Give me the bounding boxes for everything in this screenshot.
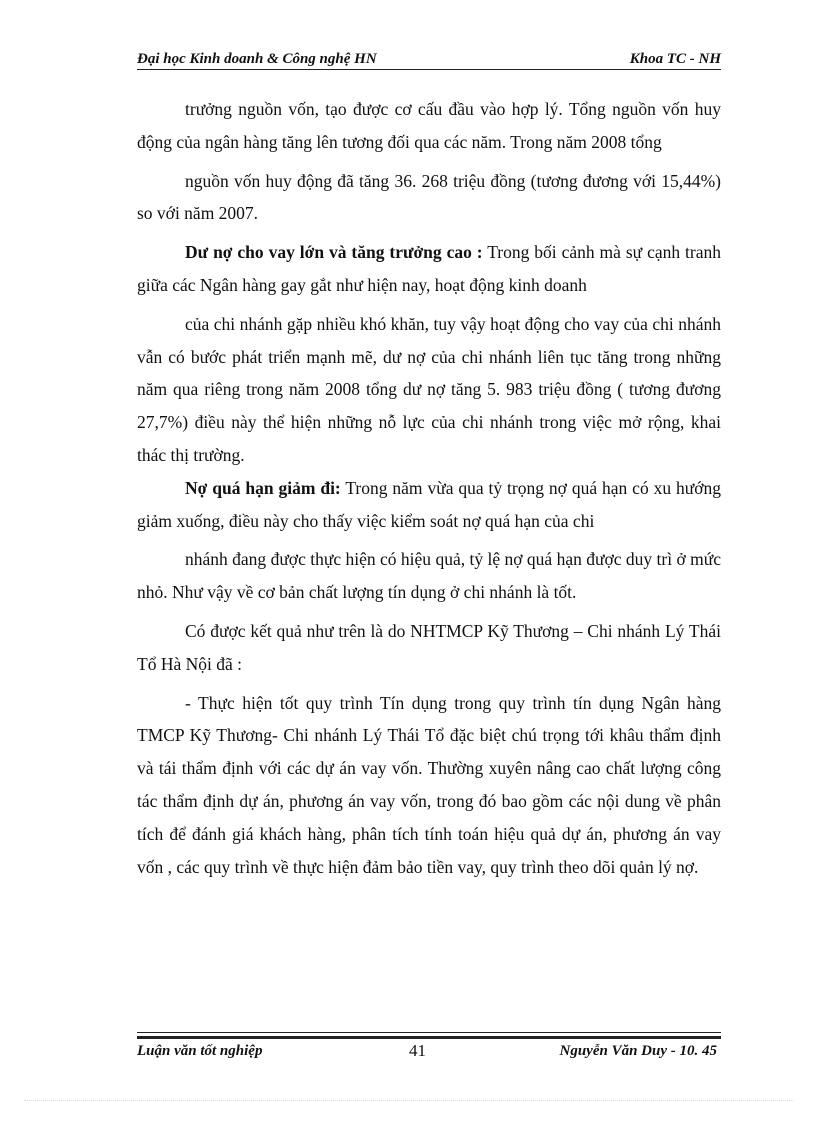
document-body [137,93,721,883]
page-footer [137,1040,721,1062]
paragraph-results-intro: Có được kết quả như trên là do NHTMCP Kỹ Thương – Chi nhánh Lý Thái Tổ Hà Nội đã : [137,620,721,674]
paragraph-loan-growth-text: Trong bối cảnh mà sự cạnh tranh giữa các Ngân hàng gay gắt như hiện nay, hoạt động kinh doanh [137,242,721,295]
paragraph-credit-process: - Thực hiện tốt quy trình Tín dụng trong quy trình tín dụng Ngân hàng TMCP Kỹ Thương- Chi nhánh Lý Thái Tổ đặc biệt chú trọng tới khâu thẩm định và tái thẩm định với các dự án vay vốn. Thường xuyên nâng cao chất lượng công tác thẩm định dự án, phương án vay vốn, trong đó bao gồm các nội dung về phân tích để đánh giá khách hàng, phân tích tính toán hiệu quả dự án, phương án vay vốn , các quy trình về thực hiện đảm bảo tiền vay, quy trình theo dõi quản lý nợ. [137,692,721,877]
header-faculty-name: Khoa TC - NH [629,51,721,67]
header-divider [137,69,721,70]
paragraph-branch-lending: của chi nhánh gặp nhiều khó khăn, tuy vậy hoạt động cho vay của chi nhánh vẫn có bước phát triển mạnh mẽ, dư nợ của chi nhánh liên tục tăng trong những năm qua riêng trong năm 2008 tổng dư nợ tăng 5. 983 triệu đồng ( tương đương 27,7%) điều này thể hiện những nỗ lực của chi nhánh trong việc mở rộng, khai thác thị trường. [137,313,721,465]
heading-loan-growth: Dư nợ cho vay lớn và tăng trưởng cao : [185,242,483,263]
paragraph-overdue-debt [137,472,721,538]
footer-divider-thin [137,1032,721,1033]
paragraph-loan-growth [137,236,721,302]
paragraph-funding-growth: trưởng nguồn vốn, tạo được cơ cấu đầu vào hợp lý. Tổng nguồn vốn huy động của ngân hàng tăng lên tương đối qua các năm. Trong năm 2008 tổng [137,99,721,152]
footer-divider-thick [137,1036,721,1039]
paragraph-funding-increase: nguồn vốn huy động đã tăng 36. 268 triệu đồng (tương đương với 15,44%) so với năm 2007. [137,170,721,224]
paragraph-overdue-debt-text: Trong năm vừa qua tỷ trọng nợ quá hạn có xu hướng giảm xuống, điều này cho thấy việc kiểm soát nợ quá hạn của chi [137,477,721,531]
paragraph-credit-quality: nhánh đang được thực hiện có hiệu quả, tỷ lệ nợ quá hạn được duy trì ở mức nhỏ. Như vậy về cơ bản chất lượng tín dụng ở chi nhánh là tốt. [137,549,721,603]
page-header [137,48,721,70]
page-edge-dotted-line [24,1100,794,1101]
footer-document-type: Luận văn tốt nghiệp [137,1043,263,1059]
heading-overdue-debt: Nợ quá hạn giảm đi: [185,477,341,498]
page-number: 41 [409,1041,426,1060]
footer-author: Nguyễn Văn Duy - 10. 45 [559,1043,717,1059]
header-school-name: Đại học Kinh doanh & Công nghệ HN [137,51,377,67]
